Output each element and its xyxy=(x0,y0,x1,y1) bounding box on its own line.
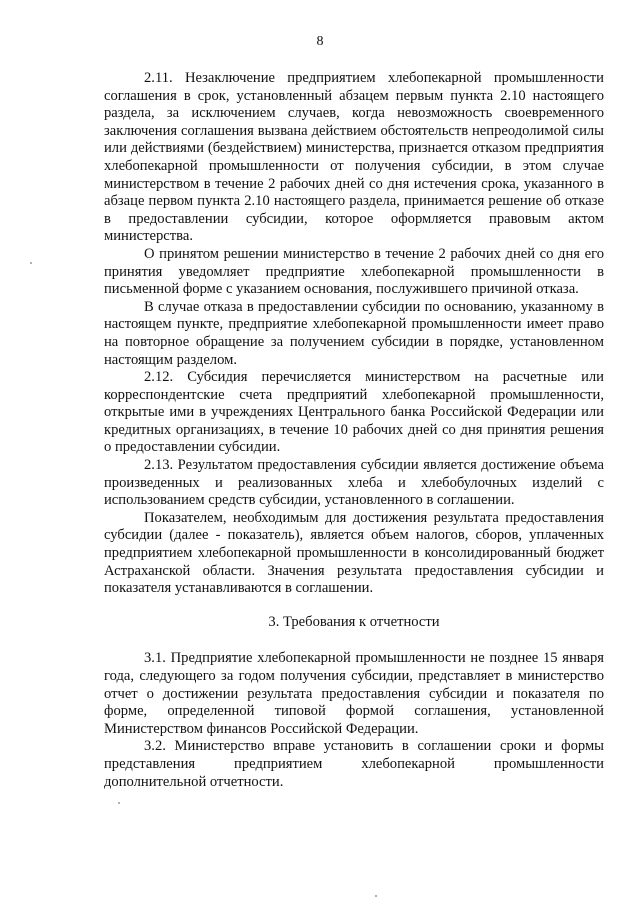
paragraph-3-2: 3.2. Министерство вправе установить в соглашении сроки и формы представления предприятием хлебопекарной промышленности дополнительной отчетности. xyxy=(104,738,604,790)
document-body xyxy=(104,70,604,791)
page-number: 8 xyxy=(316,34,324,49)
paragraph-indicator: Показателем, необходимым для достижения результата предоставления субсидии (далее - показатель), является объем налогов, сборов, уплаченных предприятием хлебопекарной промышленности в консолидированный бюджет Астраханской области. Значения результата предоставления субсидии и показателя устанавливаются в соглашении. xyxy=(104,509,604,597)
paragraph-3-1: 3.1. Предприятие хлебопекарной промышленности не позднее 15 января года, следующего за годом получения субсидии, представляет в министерство отчет о достижении результата предоставления субсидии и показателя по форме, определенной типовой формой соглашения, установленной Министерством финансов Российской Федерации. xyxy=(104,650,604,737)
paragraph-refusal-reapply: В случае отказа в предоставлении субсидии по основанию, указанному в настоящем пункте, предприятие хлебопекарной промышленности имеет право на повторное обращение за получением субсидии в порядке, установленном настоящим разделом. xyxy=(104,298,604,368)
scan-speck xyxy=(118,802,120,804)
paragraph-decision-notice: О принятом решении министерство в течение 2 рабочих дней со дня его принятия уведомляет предприятие хлебопекарной промышленности в письменной форме с указанием основания, послужившего причиной отказа. xyxy=(104,245,604,298)
paragraph-2-11: 2.11. Незаключение предприятием хлебопекарной промышленности соглашения в срок, установленный абзацем первым пункта 2.10 настоящего раздела, за исключением случаев, когда невозможность своевременного заключения соглашения вызвана действием обстоятельств непреодолимой силы или действиями (бездействием) министерства, признается отказом предприятия хлебопекарной промышленности от получения субсидии, в этом случае министерством в течение 2 рабочих дней со дня истечения срока, указанного в абзаце первом пункта 2.10 настоящего раздела, принимается решение об отказе в предоставлении субсидии, которое оформляется правовым актом министерства. xyxy=(104,70,604,245)
scan-speck xyxy=(30,262,32,264)
paragraph-2-12: 2.12. Субсидия перечисляется министерством на расчетные или корреспондентские счета предприятий хлебопекарной промышленности, открытые ими в учреждениях Центрального банка Российской Федерации или кредитных организациях, в течение 10 рабочих дней со дня принятия решения о предоставлении субсидии. xyxy=(104,369,604,456)
scan-speck xyxy=(375,895,377,897)
section-heading: 3. Требования к отчетности xyxy=(268,613,440,630)
paragraph-2-13: 2.13. Результатом предоставления субсидии является достижение объема произведенных и реализованных хлеба и хлебобулочных изделий с использованием средств субсидии, установленного в соглашении. xyxy=(104,457,604,509)
